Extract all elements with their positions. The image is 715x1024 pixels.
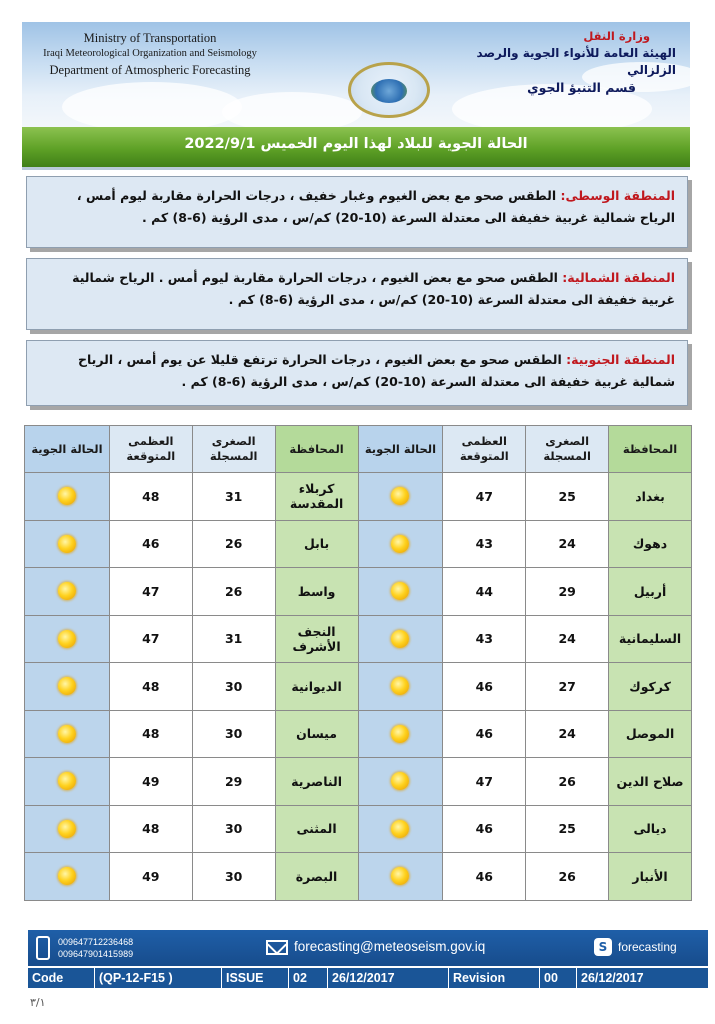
max-temp-cell: 46: [443, 663, 526, 711]
min-temp-cell: 24: [526, 615, 609, 663]
sun-icon: [391, 487, 409, 505]
min-temp-cell: 25: [526, 805, 609, 853]
table-row: [25, 663, 692, 711]
code-cell: 26/12/2017: [328, 968, 449, 988]
ministry-ar: وزارة النقل: [583, 29, 650, 43]
max-temp-cell: 46: [443, 805, 526, 853]
max-temp-cell: 48: [109, 710, 192, 758]
min-temp-cell: 30: [192, 805, 275, 853]
max-temp-cell: 48: [109, 663, 192, 711]
skype-handle[interactable]: forecasting: [618, 940, 677, 954]
header-arabic: [466, 28, 676, 96]
header-english: [40, 30, 260, 78]
governorate-cell: صلاح الدين: [609, 758, 692, 806]
code-cell: 26/12/2017: [581, 971, 644, 985]
phone-icon: [36, 936, 50, 960]
sun-icon: [391, 725, 409, 743]
col-header-status: الحالة الجوية: [25, 426, 110, 473]
governorate-cell: كربلاء المقدسة: [275, 473, 358, 521]
sun-icon: [391, 820, 409, 838]
department-ar: قسم التنبؤ الجوي: [527, 80, 636, 95]
document-code-bar: [28, 968, 708, 988]
table-row: [25, 805, 692, 853]
email-address[interactable]: forecasting@meteoseism.gov.iq: [294, 939, 486, 954]
code-cell: (QP-12-F15 ): [95, 968, 222, 988]
governorate-cell: الديوانية: [275, 663, 358, 711]
weather-status-cell: [358, 473, 443, 521]
max-temp-cell: 48: [109, 805, 192, 853]
code-cell: Code: [28, 968, 95, 988]
max-temp-cell: 47: [109, 615, 192, 663]
sun-icon: [391, 677, 409, 695]
table-row: [25, 615, 692, 663]
col-header-governorate: المحافظة: [609, 426, 692, 473]
table-header-row: [25, 426, 692, 473]
weather-status-cell: [358, 663, 443, 711]
col-header-status: الحالة الجوية: [358, 426, 443, 473]
code-cell: ISSUE: [222, 968, 289, 988]
weather-status-cell: [25, 520, 110, 568]
governorate-cell: ميسان: [275, 710, 358, 758]
weather-status-cell: [358, 853, 443, 901]
col-header-governorate: المحافظة: [275, 426, 358, 473]
min-temp-cell: 26: [192, 520, 275, 568]
region-label: المنطقة الوسطى:: [560, 188, 675, 203]
region-text: الطقس صحو مع بعض الغيوم ، درجات الحرارة ترتفع قليلا عن يوم أمس ، الرياح شمالية غربية خفيفة الى معتدلة السرعة (10-20) كم/س ، مدى الرؤية (6-8) كم .: [77, 352, 675, 389]
weather-status-cell: [25, 710, 110, 758]
table-row: [25, 473, 692, 521]
sun-icon: [58, 820, 76, 838]
organization-ar: الهيئة العامة للأنواء الجوية والرصد الزلزالي: [476, 46, 676, 77]
max-temp-cell: 49: [109, 758, 192, 806]
col-header-min: الصغرى المسجلة: [526, 426, 609, 473]
min-temp-cell: 24: [526, 710, 609, 758]
min-temp-cell: 30: [192, 853, 275, 901]
table-row: [25, 710, 692, 758]
min-temp-cell: 24: [526, 520, 609, 568]
max-temp-cell: 46: [443, 853, 526, 901]
ministry-en: Ministry of Transportation: [83, 31, 217, 45]
sun-icon: [391, 772, 409, 790]
col-header-max: العظمى المتوقعة: [443, 426, 526, 473]
sun-icon: [58, 535, 76, 553]
region-south: [26, 340, 688, 406]
sun-icon: [58, 487, 76, 505]
weather-status-cell: [25, 758, 110, 806]
organization-logo: [348, 62, 430, 118]
min-temp-cell: 31: [192, 473, 275, 521]
min-temp-cell: 26: [192, 568, 275, 616]
sun-icon: [58, 582, 76, 600]
region-text: الطقس صحو مع بعض الغيوم ، درجات الحرارة مقاربة ليوم أمس . الرياح شمالية غربية خفيفة الى معتدلة السرعة (10-20) كم/س ، مدى الرؤية (6-8) كم .: [72, 270, 675, 307]
phone-numbers: [58, 936, 133, 960]
weather-status-cell: [25, 615, 110, 663]
table-row: [25, 520, 692, 568]
sun-icon: [58, 677, 76, 695]
weather-status-cell: [25, 853, 110, 901]
phone-number: 009647712236468: [58, 937, 134, 947]
weather-status-cell: [358, 758, 443, 806]
sun-icon: [391, 535, 409, 553]
sun-icon: [58, 725, 76, 743]
max-temp-cell: 47: [443, 758, 526, 806]
sun-icon: [58, 772, 76, 790]
min-temp-cell: 29: [526, 568, 609, 616]
code-cell: 02: [289, 968, 328, 988]
department-en: Department of Atmospheric Forecasting: [49, 63, 251, 77]
table-row: [25, 758, 692, 806]
governorate-cell: السليمانية: [609, 615, 692, 663]
governorate-cell: أربيل: [609, 568, 692, 616]
governorate-cell: الأنبار: [609, 853, 692, 901]
min-temp-cell: 26: [526, 853, 609, 901]
table-row: [25, 568, 692, 616]
sun-icon: [58, 867, 76, 885]
phone-number: 009647901415989: [58, 949, 134, 959]
governorate-cell: الموصل: [609, 710, 692, 758]
weather-status-cell: [358, 520, 443, 568]
min-temp-cell: 25: [526, 473, 609, 521]
contact-bar: [28, 930, 708, 966]
code-cell: Revision: [449, 968, 540, 988]
sun-icon: [391, 582, 409, 600]
min-temp-cell: 31: [192, 615, 275, 663]
weather-status-cell: [358, 615, 443, 663]
governorate-cell: واسط: [275, 568, 358, 616]
governorate-cell: بابل: [275, 520, 358, 568]
governorate-cell: النجف الأشرف: [275, 615, 358, 663]
region-text: الطقس صحو مع بعض الغيوم وغبار خفيف ، درجات الحرارة مقاربة ليوم أمس ، الرياح شمالية غربية خفيفة الى معتدلة السرعة (10-20) كم/س ، مدى الرؤية (6-8) كم .: [76, 188, 675, 225]
min-temp-cell: 29: [192, 758, 275, 806]
min-temp-cell: 26: [526, 758, 609, 806]
envelope-icon: [266, 940, 288, 955]
sun-icon: [58, 630, 76, 648]
governorate-cell: دهوك: [609, 520, 692, 568]
governorate-cell: بغداد: [609, 473, 692, 521]
min-temp-cell: 27: [526, 663, 609, 711]
page-number: ٣/١: [30, 996, 46, 1009]
max-temp-cell: 47: [443, 473, 526, 521]
code-cell: 00: [540, 968, 577, 988]
weather-status-cell: [358, 805, 443, 853]
max-temp-cell: 44: [443, 568, 526, 616]
weather-status-cell: [358, 710, 443, 758]
max-temp-cell: 43: [443, 615, 526, 663]
weather-status-cell: [25, 663, 110, 711]
governorate-cell: ديالى: [609, 805, 692, 853]
governorate-cell: المثنى: [275, 805, 358, 853]
max-temp-cell: 48: [109, 473, 192, 521]
max-temp-cell: 47: [109, 568, 192, 616]
weather-status-cell: [25, 568, 110, 616]
max-temp-cell: 46: [109, 520, 192, 568]
col-header-min: الصغرى المسجلة: [192, 426, 275, 473]
header-banner: [22, 22, 690, 127]
table-row: [25, 853, 692, 901]
max-temp-cell: 43: [443, 520, 526, 568]
governorate-cell: البصرة: [275, 853, 358, 901]
region-north: [26, 258, 688, 330]
min-temp-cell: 30: [192, 710, 275, 758]
col-header-max: العظمى المتوقعة: [109, 426, 192, 473]
weather-status-cell: [25, 805, 110, 853]
page-title: الحالة الجوية للبلاد لهذا اليوم الخميس 2022/9/1: [184, 136, 528, 152]
organization-en: Iraqi Meteorological Organization and Seismology: [43, 48, 257, 59]
min-temp-cell: 30: [192, 663, 275, 711]
region-label: المنطقة الجنوبية:: [566, 352, 675, 367]
region-central: [26, 176, 688, 248]
max-temp-cell: 49: [109, 853, 192, 901]
sun-icon: [391, 867, 409, 885]
weather-status-cell: [358, 568, 443, 616]
skype-icon: S: [594, 938, 612, 956]
forecast-table: [24, 425, 692, 901]
weather-status-cell: [25, 473, 110, 521]
max-temp-cell: 46: [443, 710, 526, 758]
governorate-cell: الناصرية: [275, 758, 358, 806]
title-bar: [22, 127, 690, 170]
governorate-cell: كركوك: [609, 663, 692, 711]
sun-icon: [391, 630, 409, 648]
footer: [28, 930, 708, 992]
region-label: المنطقة الشمالية:: [562, 270, 675, 285]
